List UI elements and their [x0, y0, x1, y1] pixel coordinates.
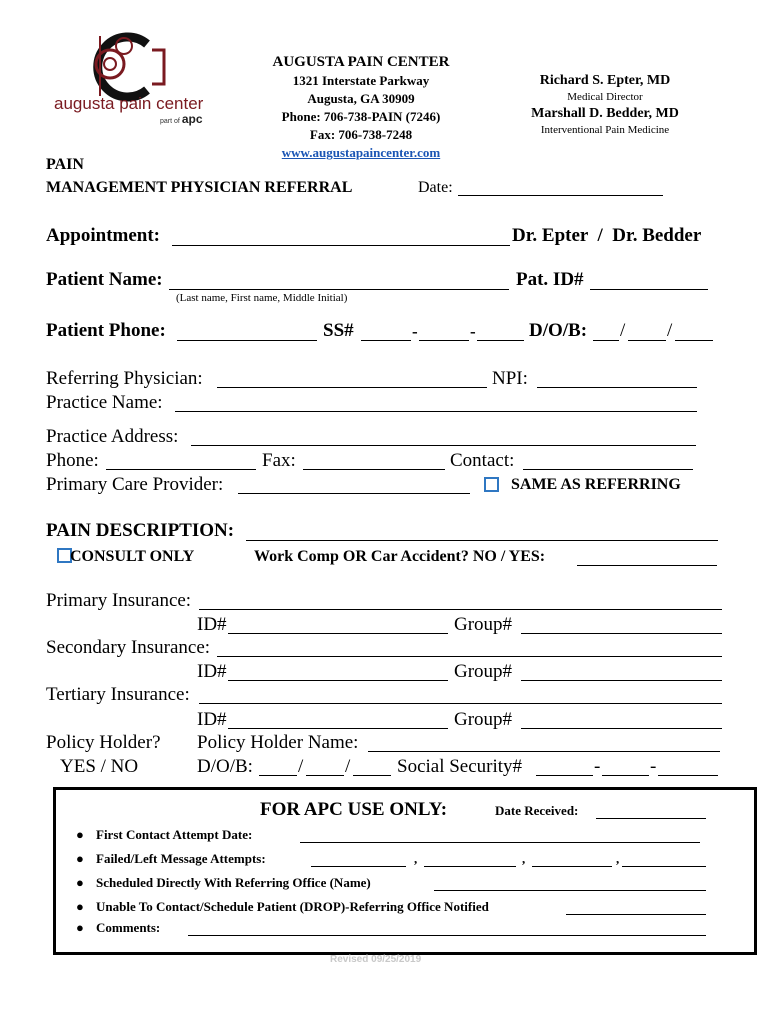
- phone-field[interactable]: [106, 468, 256, 470]
- doctor-choice[interactable]: Dr. Epter / Dr. Bedder: [512, 225, 702, 246]
- ss-label: SS#: [323, 320, 354, 341]
- secondary-id-field[interactable]: [228, 679, 448, 681]
- dob-year-field[interactable]: [675, 339, 713, 341]
- dob-slash-2: /: [667, 320, 673, 341]
- ph-dob-day-field[interactable]: [306, 774, 344, 776]
- policy-holder-yes-no[interactable]: YES / NO: [60, 756, 139, 777]
- primary-care-label: Primary Care Provider:: [46, 474, 224, 495]
- failed-attempts-label: Failed/Left Message Attempts:: [96, 851, 266, 866]
- logo-tagline: [160, 112, 203, 126]
- npi-label: NPI:: [492, 368, 528, 389]
- apc-item-unable-to-contact: [76, 899, 489, 915]
- primary-care-field[interactable]: [238, 492, 470, 494]
- patient-phone-field[interactable]: [177, 339, 317, 341]
- apc-use-only-box: [53, 787, 757, 955]
- doctor1-name: Richard S. Epter, MD: [539, 73, 671, 88]
- primary-group-field[interactable]: [521, 632, 722, 634]
- consult-only-label: CONSULT ONLY: [70, 548, 195, 565]
- doctor2-name: Marshall D. Bedder, MD: [531, 106, 679, 121]
- doctor1-title: Medical Director: [567, 91, 643, 103]
- logo: [52, 32, 222, 127]
- appointment-label: Appointment:: [46, 225, 161, 246]
- apc-item-failed-attempts: [76, 851, 266, 867]
- header-fax: Fax: 706-738-7248: [309, 127, 413, 142]
- ss-dash-1: -: [412, 322, 418, 341]
- dob-month-field[interactable]: [593, 339, 619, 341]
- comments-field[interactable]: [188, 934, 706, 936]
- ss-field-2[interactable]: [419, 339, 469, 341]
- first-contact-label: First Contact Attempt Date:: [96, 827, 253, 842]
- phone-label: Phone:: [46, 450, 99, 471]
- dob-slash-1: /: [620, 320, 626, 341]
- logo-mark-icon: [52, 32, 222, 102]
- header-address1: 1321 Interstate Parkway: [292, 73, 430, 88]
- header-address2: Augusta, GA 30909: [307, 91, 415, 106]
- secondary-group-label: Group#: [454, 661, 513, 682]
- ph-ss-dash-1: -: [594, 756, 601, 777]
- patient-phone-label: Patient Phone:: [46, 320, 166, 341]
- primary-id-label: ID#: [197, 614, 227, 635]
- ss-field-3[interactable]: [477, 339, 524, 341]
- policy-holder-name-label: Policy Holder Name:: [197, 732, 359, 753]
- dob-label: D/O/B:: [529, 320, 588, 341]
- contact-field[interactable]: [523, 468, 693, 470]
- logo-name: augusta pain center: [54, 94, 204, 113]
- ss-field-1[interactable]: [361, 339, 411, 341]
- first-contact-field[interactable]: [300, 841, 700, 843]
- primary-insurance-label: Primary Insurance:: [46, 590, 192, 611]
- practice-address-label: Practice Address:: [46, 426, 179, 447]
- practice-address-field[interactable]: [191, 444, 696, 446]
- bullet-icon: ●: [76, 899, 84, 914]
- failed-attempt-field-1[interactable]: [311, 865, 406, 867]
- ph-ss-field-1[interactable]: [536, 774, 593, 776]
- policy-holder-question: Policy Holder?: [46, 732, 161, 753]
- social-security-label: Social Security#: [397, 756, 523, 777]
- npi-field[interactable]: [537, 386, 697, 388]
- doctor2-title: Interventional Pain Medicine: [540, 124, 670, 136]
- failed-attempt-field-3[interactable]: [532, 865, 612, 867]
- ph-dob-slash-2: /: [345, 756, 351, 777]
- practice-name-field[interactable]: [175, 410, 697, 412]
- name-hint: (Last name, First name, Middle Initial): [176, 292, 348, 304]
- form-title-line1: PAIN: [46, 156, 84, 173]
- logo-tagline-brand: apc: [181, 112, 203, 126]
- work-comp-label: Work Comp OR Car Accident? NO / YES:: [254, 548, 546, 565]
- referring-physician-label: Referring Physician:: [46, 368, 203, 389]
- tertiary-insurance-field[interactable]: [199, 702, 722, 704]
- ph-ss-dash-2: -: [650, 756, 657, 777]
- header-org-name: AUGUSTA PAIN CENTER: [272, 54, 450, 70]
- patient-name-label: Patient Name:: [46, 269, 163, 290]
- date-field[interactable]: [458, 194, 663, 196]
- tertiary-id-label: ID#: [197, 709, 227, 730]
- bullet-icon: ●: [76, 875, 84, 890]
- failed-attempt-field-4[interactable]: [622, 865, 706, 867]
- apc-item-first-contact: [76, 827, 253, 843]
- unable-to-contact-field[interactable]: [566, 913, 706, 915]
- ph-ss-field-3[interactable]: [658, 774, 718, 776]
- pain-description-field[interactable]: [246, 539, 718, 541]
- scheduled-directly-label: Scheduled Directly With Referring Office (Name): [96, 875, 371, 890]
- date-label: Date:: [418, 179, 453, 196]
- pat-id-label: Pat. ID#: [516, 269, 584, 290]
- pain-description-label: PAIN DESCRIPTION:: [46, 520, 235, 541]
- referring-physician-field[interactable]: [217, 386, 487, 388]
- ss-dash-2: -: [470, 322, 476, 341]
- header-website-link[interactable]: www.augustapaincenter.com: [281, 145, 441, 160]
- comma-3: ,: [616, 851, 620, 866]
- header-phone: Phone: 706-738-PAIN (7246): [281, 109, 441, 124]
- bullet-icon: ●: [76, 851, 84, 866]
- secondary-insurance-label: Secondary Insurance:: [46, 637, 211, 658]
- secondary-insurance-field[interactable]: [217, 655, 722, 657]
- patient-name-field[interactable]: [169, 288, 509, 290]
- revised-date: Revised 09/25/2019: [330, 954, 422, 965]
- comments-label: Comments:: [96, 920, 161, 935]
- primary-insurance-field[interactable]: [199, 608, 722, 610]
- tertiary-id-field[interactable]: [228, 727, 448, 729]
- ph-ss-field-2[interactable]: [602, 774, 649, 776]
- unable-to-contact-label: Unable To Contact/Schedule Patient (DROP)-Referring Office Notified: [96, 899, 489, 914]
- date-received-field[interactable]: [596, 817, 706, 819]
- work-comp-field[interactable]: [577, 564, 717, 566]
- same-as-referring-checkbox[interactable]: [484, 477, 499, 492]
- tertiary-group-field[interactable]: [521, 727, 722, 729]
- bullet-icon: ●: [76, 827, 84, 842]
- ph-dob-year-field[interactable]: [353, 774, 391, 776]
- policy-holder-name-field[interactable]: [368, 750, 720, 752]
- dob-day-field[interactable]: [628, 339, 666, 341]
- scheduled-directly-field[interactable]: [434, 889, 706, 891]
- primary-group-label: Group#: [454, 614, 513, 635]
- date-received-label: Date Received:: [495, 803, 579, 818]
- tertiary-insurance-label: Tertiary Insurance:: [46, 684, 190, 705]
- contact-label: Contact:: [450, 450, 515, 471]
- comma-2: ,: [522, 851, 526, 866]
- bullet-icon: ●: [76, 920, 84, 935]
- ph-dob-slash-1: /: [298, 756, 304, 777]
- policy-holder-dob-label: D/O/B:: [197, 756, 253, 777]
- pat-id-field[interactable]: [590, 288, 708, 290]
- comma-1: ,: [414, 851, 418, 866]
- apc-item-comments: [76, 920, 161, 936]
- secondary-id-label: ID#: [197, 661, 227, 682]
- logo-tagline-prefix: part of: [160, 118, 180, 125]
- same-as-referring-label: SAME AS REFERRING: [511, 476, 681, 493]
- ph-dob-month-field[interactable]: [259, 774, 297, 776]
- fax-label: Fax:: [262, 450, 296, 471]
- apc-item-scheduled-directly: [76, 875, 371, 891]
- primary-id-field[interactable]: [228, 632, 448, 634]
- fax-field[interactable]: [303, 468, 445, 470]
- secondary-group-field[interactable]: [521, 679, 722, 681]
- form-title-line2: MANAGEMENT PHYSICIAN REFERRAL: [46, 179, 353, 196]
- practice-name-label: Practice Name:: [46, 392, 163, 413]
- tertiary-group-label: Group#: [454, 709, 513, 730]
- appointment-field[interactable]: [172, 244, 510, 246]
- apc-title: FOR APC USE ONLY:: [260, 799, 448, 820]
- failed-attempt-field-2[interactable]: [424, 865, 516, 867]
